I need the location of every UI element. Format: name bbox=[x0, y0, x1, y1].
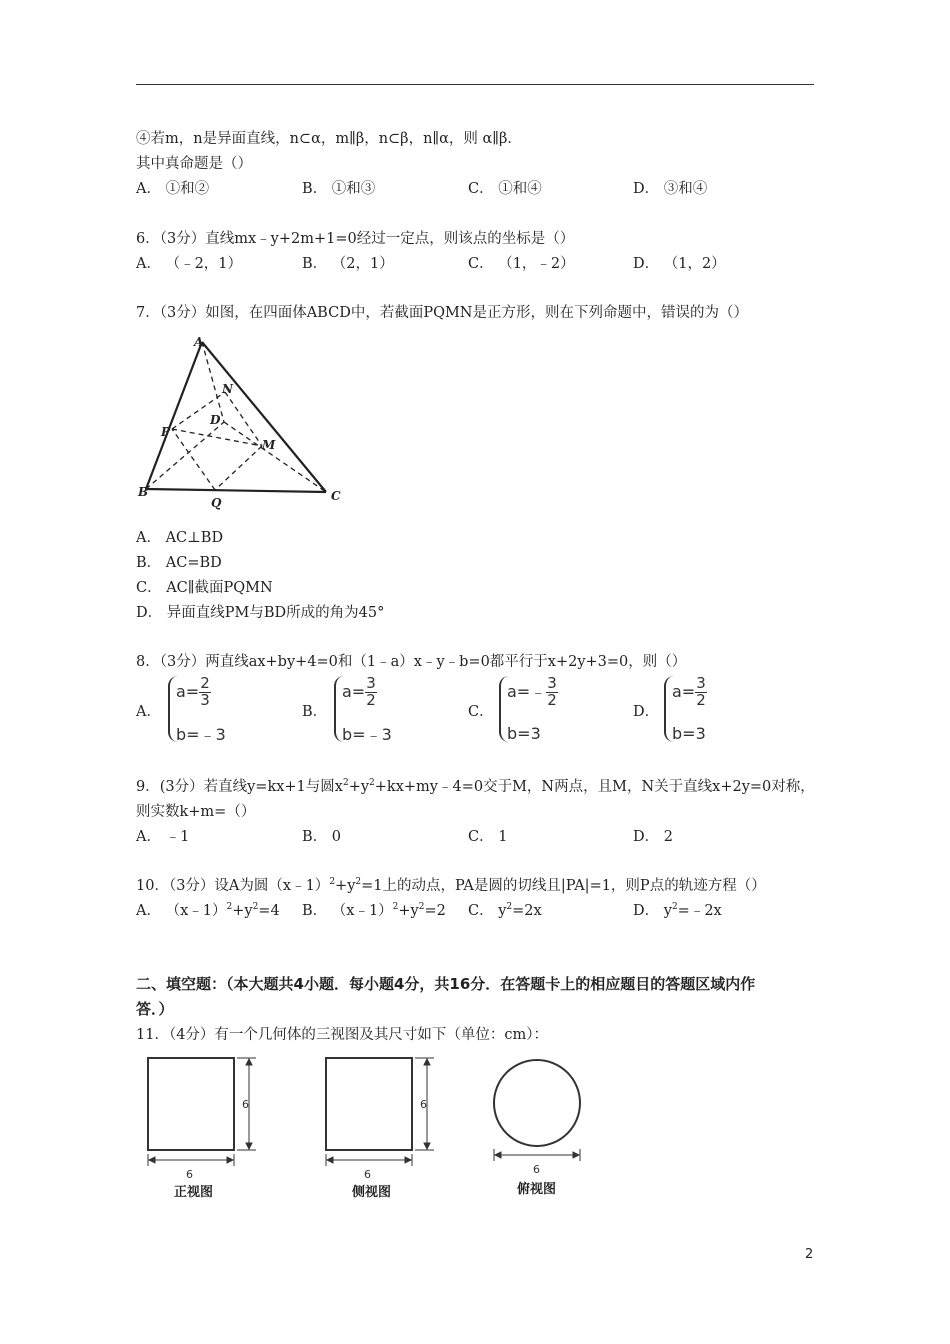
q9-option-c: C． 1 bbox=[468, 829, 508, 845]
q7-option-b: B． AC=BD bbox=[136, 555, 222, 571]
q5-option-d: D． ③和④ bbox=[633, 181, 708, 197]
page-number: 2 bbox=[805, 1247, 814, 1262]
front-view-square bbox=[148, 1058, 234, 1150]
q5-option-b: B． ①和③ bbox=[302, 181, 376, 197]
q7-option-c: C． AC∥截面PQMN bbox=[136, 580, 273, 596]
label-c: C bbox=[331, 489, 341, 503]
q5-item4: ④若m，n是异面直线，n⊂α，m∥β，n⊂β，n∥α，则 α∥β． bbox=[136, 131, 522, 147]
q10-option-d: D． $y^2=﹣2x$ bbox=[633, 902, 722, 919]
front-view-label: 正视图 bbox=[174, 1185, 214, 1200]
q8-letter-c: C． bbox=[468, 704, 494, 720]
front-height-dim: 6 bbox=[242, 1098, 249, 1111]
label-q: Q bbox=[211, 496, 222, 510]
top-view-circle bbox=[494, 1060, 580, 1146]
q10-stem: 10．（3分）设A为圆$(x﹣1)^2+y^2=1$上的动点，PA是圆的切线且|PA|=1，则P点的轨迹方程（） bbox=[136, 877, 766, 894]
q10-option-a: A． $(x﹣1)^2+y^2=4$ bbox=[136, 902, 280, 919]
q8-system-d: a= $\frac{3}{2}$ b=3 bbox=[664, 676, 764, 746]
q9-stem-line2: 则实数k+m=（） bbox=[136, 804, 256, 820]
q8-letter-d: D． bbox=[633, 704, 660, 720]
side-width-dim: 6 bbox=[364, 1168, 371, 1181]
edge-cd bbox=[224, 422, 326, 492]
q6-option-a: A． （﹣2，1） bbox=[136, 256, 243, 272]
section2-heading-line1: 二、填空题：（本大题共4小题．每小题4分，共16分．在答题卡上的相应题目的答题区域内作 bbox=[136, 975, 756, 993]
edge-mq bbox=[215, 446, 262, 490]
q8-stem: 8．（3分）两直线ax+by+4=0和（1﹣a）x﹣y﹣b=0都平行于x+2y+3=0，则（） bbox=[136, 654, 687, 670]
side-height-dim: 6 bbox=[420, 1098, 427, 1111]
edge-ac bbox=[202, 342, 326, 492]
edge-nm bbox=[225, 392, 262, 446]
edge-bc bbox=[146, 489, 326, 492]
three-views-figure bbox=[136, 1048, 596, 1213]
q5-option-c: C． ①和④ bbox=[468, 181, 542, 197]
q9-option-d: D． 2 bbox=[633, 829, 673, 845]
top-view-label: 俯视图 bbox=[517, 1182, 557, 1197]
section2-heading-line2: 答．） bbox=[136, 1000, 174, 1018]
edge-qp bbox=[172, 429, 215, 490]
edge-ab bbox=[146, 342, 202, 489]
label-d: D bbox=[210, 413, 221, 427]
q11-stem: 11．（4分）有一个几何体的三视图及其尺寸如下（单位：cm）： bbox=[136, 1027, 549, 1043]
label-b: B bbox=[138, 485, 149, 499]
q5-option-a: A． ①和② bbox=[136, 181, 210, 197]
q6-stem: 6．（3分）直线mx﹣y+2m+1=0经过一定点，则该点的坐标是（） bbox=[136, 231, 575, 247]
side-view-square bbox=[326, 1058, 412, 1150]
q8-system-b: a= $\frac{3}{2}$ b=﹣3 bbox=[334, 676, 434, 746]
q5-prompt: 其中真命题是（） bbox=[136, 156, 252, 172]
top-width-dim: 6 bbox=[533, 1163, 540, 1176]
front-width-dim: 6 bbox=[186, 1168, 193, 1181]
q7-option-a: A． AC⊥BD bbox=[136, 530, 224, 546]
q6-option-d: D． （1，2） bbox=[633, 256, 726, 272]
side-view-label: 侧视图 bbox=[352, 1185, 392, 1200]
label-n: N bbox=[222, 382, 233, 396]
q9-option-a: A． ﹣1 bbox=[136, 829, 190, 845]
q6-option-b: B． （2，1） bbox=[302, 256, 394, 272]
q8-system-a: a= $\frac{2}{3}$ b=﹣3 bbox=[168, 676, 268, 746]
q8-letter-b: B． bbox=[302, 704, 328, 720]
q7-stem: 7．（3分）如图，在四面体ABCD中，若截面PQMN是正方形，则在下列命题中，错误的为（） bbox=[136, 305, 748, 321]
q8-letter-a: A． bbox=[136, 704, 161, 720]
q8-system-c: a=﹣ $\frac{3}{2}$ b=3 bbox=[499, 676, 599, 746]
q7-option-d: D． 异面直线PM与BD所成的角为45° bbox=[136, 605, 385, 621]
label-m: M bbox=[262, 438, 276, 452]
q6-option-c: C． （1，﹣2） bbox=[468, 256, 575, 272]
q9-option-b: B． 0 bbox=[302, 829, 341, 845]
header-rule bbox=[136, 84, 814, 85]
q9-stem: 9．(3分）若直线y=kx+1与圆$x^2+y^2+kx+my﹣4=0$交于M，N两点，且M，N关于直线x+2y=0对称， bbox=[136, 778, 815, 795]
q10-option-b: B． $(x﹣1)^2+y^2=2$ bbox=[302, 902, 446, 919]
label-a: A bbox=[194, 335, 204, 349]
edge-pm bbox=[172, 429, 262, 446]
label-p: P bbox=[161, 425, 171, 439]
q10-option-c: C． $y^2=2x$ bbox=[468, 902, 542, 919]
tetrahedron-figure bbox=[136, 332, 356, 512]
